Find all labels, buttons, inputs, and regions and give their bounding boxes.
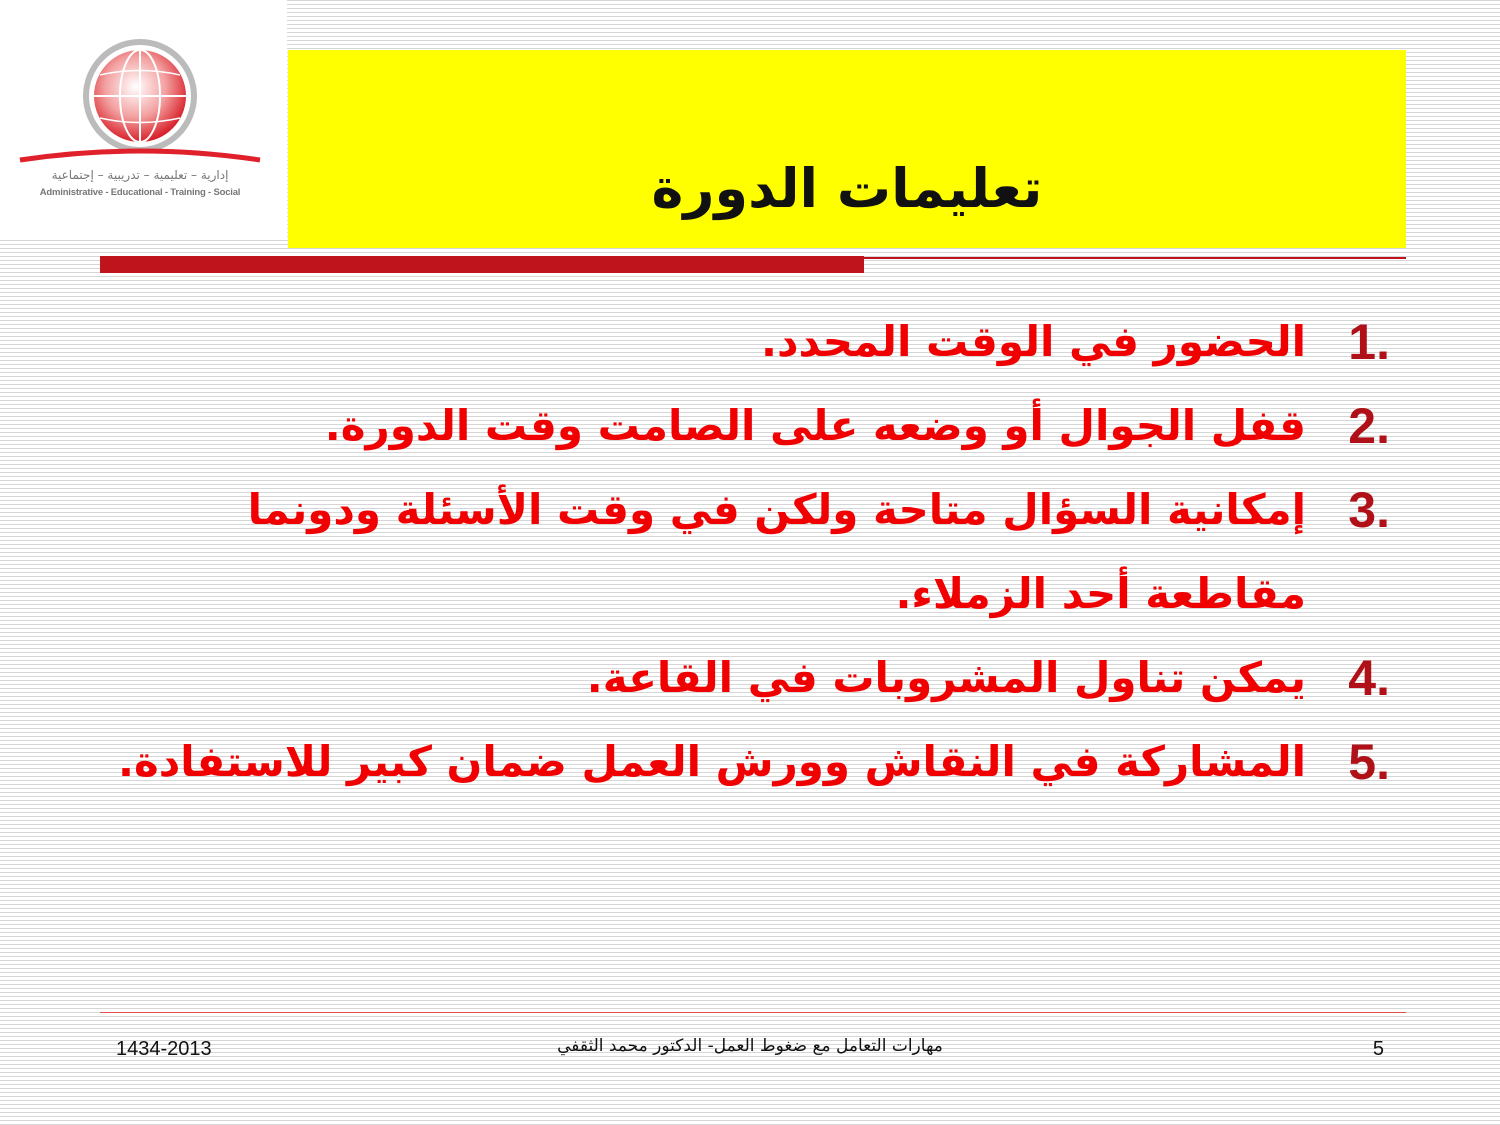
logo-panel bbox=[0, 0, 287, 240]
list-item bbox=[100, 720, 1390, 804]
title-box bbox=[288, 50, 1406, 248]
item-text: يمكن تناول المشروبات في القاعة. bbox=[586, 653, 1306, 702]
item-number: 2. bbox=[1348, 398, 1390, 454]
item-number: 5. bbox=[1348, 734, 1390, 790]
footer-divider bbox=[100, 1012, 1406, 1013]
logo-arabic-tagline: إدارية – تعليمية – تدريبية – إجتماعية bbox=[51, 168, 229, 182]
instructions-list bbox=[100, 300, 1390, 804]
list-item bbox=[100, 468, 1390, 636]
item-text: المشاركة في النقاش وورش العمل ضمان كبير للاستفادة. bbox=[118, 737, 1306, 786]
item-number: 3. bbox=[1348, 482, 1390, 538]
logo-english-tagline: Administrative - Educational - Training - Social bbox=[39, 187, 241, 198]
page-number: 5 bbox=[1372, 1038, 1384, 1060]
list-item bbox=[100, 384, 1390, 468]
item-number: 1. bbox=[1348, 314, 1390, 370]
red-divider-bar bbox=[100, 256, 864, 273]
item-text: قفل الجوال أو وضعه على الصامت وقت الدورة. bbox=[324, 401, 1306, 450]
slide-title: تعليمات الدورة bbox=[651, 157, 1043, 220]
list-item bbox=[100, 636, 1390, 720]
list-item bbox=[100, 300, 1390, 384]
item-number: 4. bbox=[1348, 650, 1390, 706]
globe-icon bbox=[14, 30, 266, 165]
item-text: الحضور في الوقت المحدد. bbox=[760, 317, 1306, 366]
item-text: إمكانية السؤال متاحة ولكن في وقت الأسئلة ودونما مقاطعة أحد الزملاء. bbox=[247, 485, 1306, 618]
footer-date: 1434-2013 bbox=[116, 1038, 212, 1060]
thin-red-divider bbox=[864, 257, 1406, 259]
footer-course-title: مهارات التعامل مع ضغوط العمل- الدكتور محمد الثقفي bbox=[557, 1036, 943, 1056]
